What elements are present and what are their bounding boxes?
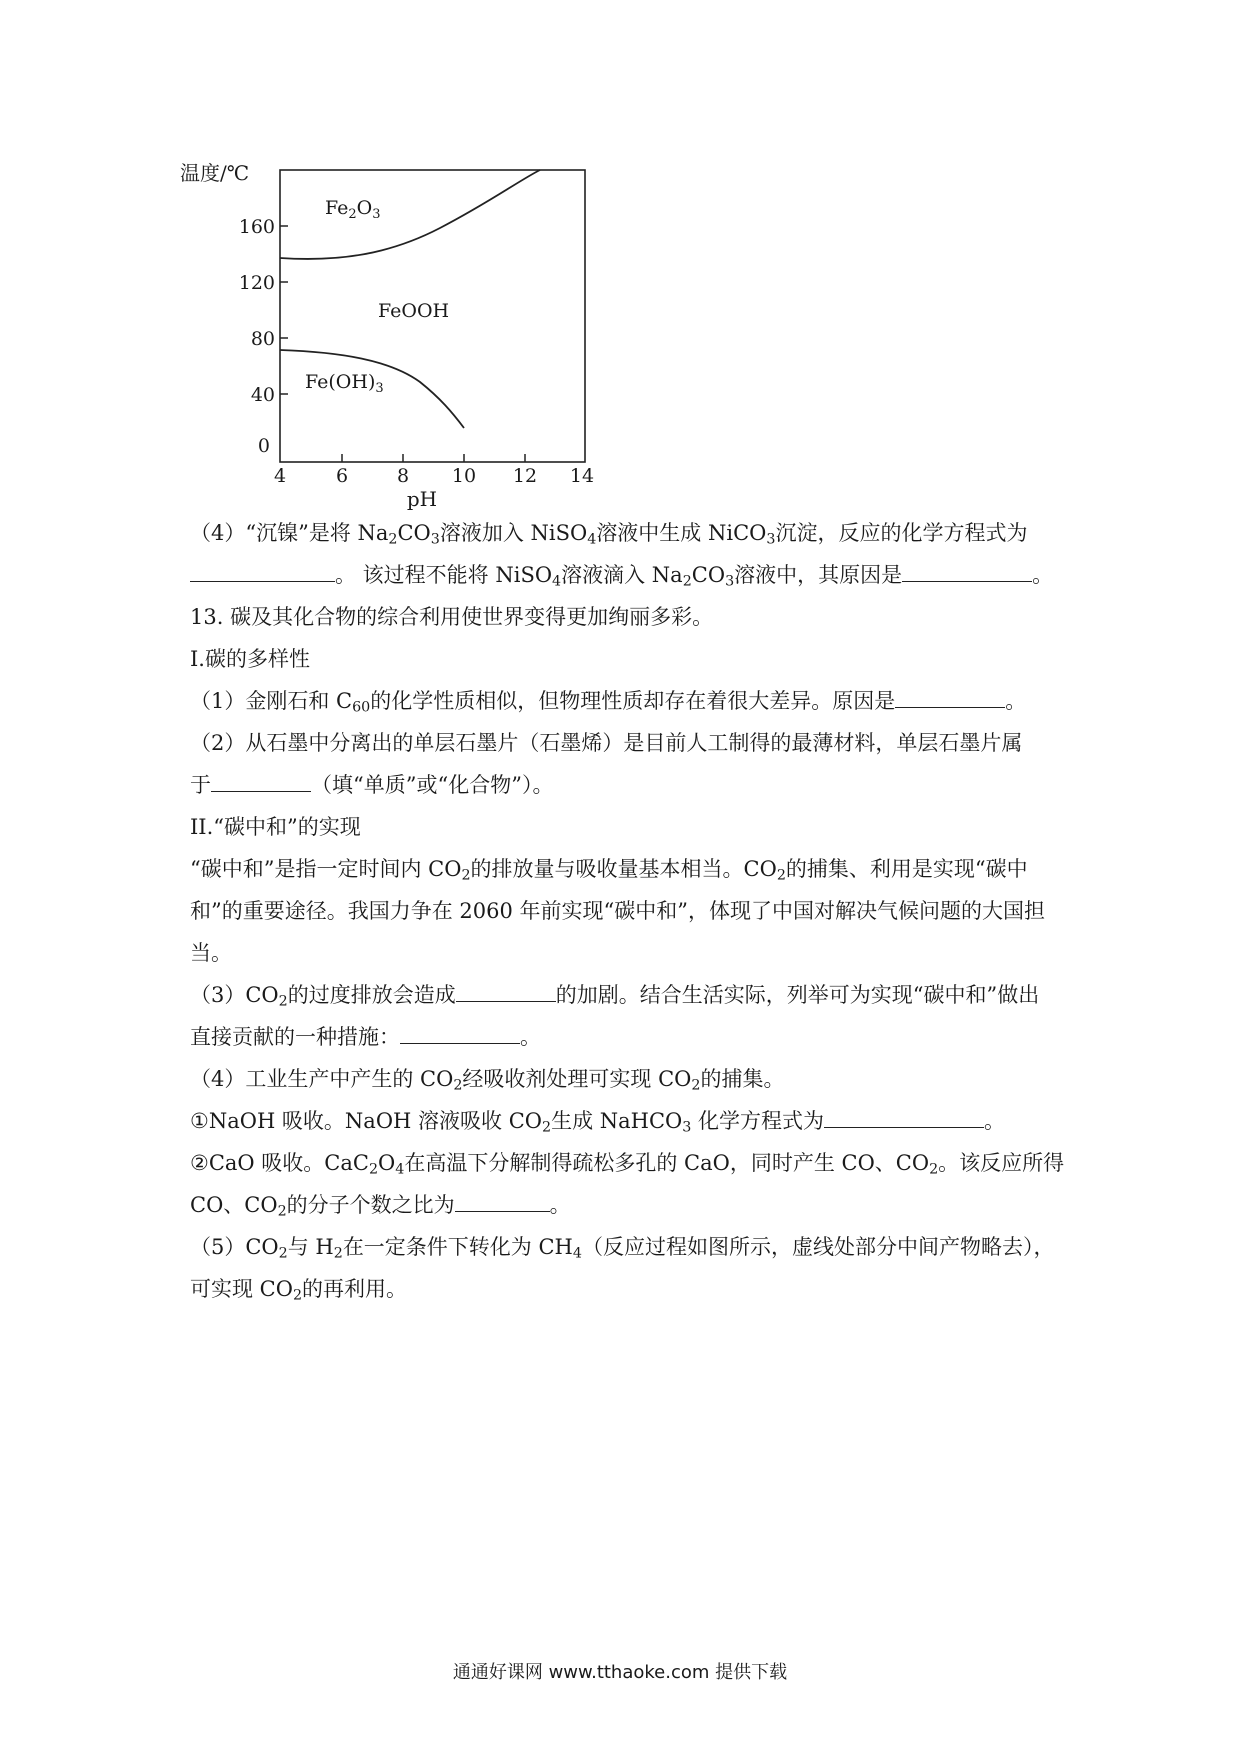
x-ticks	[342, 454, 525, 462]
y-tick-label: 0	[257, 435, 270, 457]
region-label-feooh: FeOOH	[378, 300, 450, 322]
q4-naoh-line: ①NaOH 吸收。NaOH 溶液吸收 $CO_2$生成 NaHCO$_3$ 化学方程式为 。	[190, 1100, 1070, 1142]
y-tick-label: 160	[238, 216, 275, 238]
answer-blank[interactable]	[211, 769, 311, 792]
intro-line-3: 当。	[190, 941, 232, 965]
answer-blank[interactable]	[455, 1189, 550, 1212]
intro-line-2: 和”的重要途径。我国力争在 2060 年前实现“碳中和”，体现了中国对解决气候问题的大国担	[190, 899, 1045, 923]
phase-diagram	[180, 150, 610, 511]
y-tick-label: 80	[250, 328, 275, 350]
x-tick-label: 4	[273, 465, 287, 487]
x-tick-label: 12	[512, 465, 538, 487]
answer-blank[interactable]	[456, 979, 556, 1002]
q2-line-1: （2）从石墨中分离出的单层石墨片（石墨烯）是目前人工制得的最薄材料，单层石墨片属	[190, 731, 1023, 755]
q13-title: 13. 碳及其化合物的综合利用使世界变得更加绚丽多彩。	[190, 605, 714, 629]
answer-blank[interactable]	[190, 559, 335, 582]
q3-line-2: 直接贡献的一种措施： 。	[190, 1016, 1070, 1058]
x-axis-label: pH	[406, 487, 438, 511]
q5-line-1: $(5)CO_2$与 $H_2$在一定条件下转化为 $CH_4$（反应过程如图所示，虚线处部分中间产物略去），	[190, 1235, 1055, 1262]
q4-cao-line-1: ②CaO 吸收。$CaC_2O_4$在高温下分解制得疏松多孔的 CaO，同时产生 CO、$CO_2$。该反应所得	[190, 1151, 1065, 1178]
answer-blank[interactable]	[400, 1021, 520, 1044]
q4-capture-line: （4）工业生产中产生的 $CO_2$经吸收剂处理可实现 $CO_2$的捕集。	[190, 1067, 785, 1094]
x-tick-label: 6	[335, 465, 349, 487]
q4-line-1: （4）“沉镍”是将 $Na_2CO_3$溶液加入 NiSO$_4$溶液中生成 NiCO$_3$沉淀，反应的化学方程式为	[190, 521, 1028, 548]
x-tick-label: 10	[451, 465, 477, 487]
q4-cao-line-2: CO、$CO_2$的分子个数之比为 。	[190, 1184, 1070, 1226]
q2-line-2: 于 （填“单质”或“化合物”）。	[190, 764, 1070, 806]
y-ticks	[280, 226, 288, 394]
q4-line-2: 。 该过程不能将 NiSO$_4$溶液滴入 $Na_2CO_3$溶液中，其原因是 。	[190, 554, 1070, 596]
question-text	[190, 512, 1070, 1310]
q1-line: （1）金刚石和 $C_{60}$的化学性质相似，但物理性质却存在着很大差异。原因是 。	[190, 680, 1070, 722]
region-label-fe2o3: $Fe_2O_3$	[325, 197, 381, 222]
q5-line-2: 可实现 $CO_2$的再利用。	[190, 1277, 408, 1304]
page-footer: 通通好课网 www.tthaoke.com 提供下载	[452, 1662, 788, 1683]
boundary-fe2o3-feooh	[280, 170, 540, 259]
answer-blank[interactable]	[824, 1105, 984, 1128]
intro-line-1: “碳中和”是指一定时间内 $CO_2$的排放量与吸收量基本相当。$CO_2$的捕集、利用是实现“碳中	[190, 857, 1028, 884]
y-tick-label: 40	[250, 384, 275, 406]
x-tick-label: 14	[569, 465, 595, 487]
answer-blank[interactable]	[895, 685, 1005, 708]
section-1-title: I.碳的多样性	[190, 647, 310, 671]
y-tick-label: 120	[238, 272, 275, 294]
answer-blank[interactable]	[902, 559, 1032, 582]
region-label-feoh3: $Fe(OH)_3$	[305, 371, 384, 396]
section-2-title: II.“碳中和”的实现	[190, 815, 361, 839]
y-axis-label: 温度/℃	[180, 161, 250, 185]
q3-line-1: $(3)CO_2$的过度排放会造成 的加剧。结合生活实际，列举可为实现“碳中和”做出	[190, 974, 1070, 1016]
x-tick-label: 8	[396, 465, 410, 487]
